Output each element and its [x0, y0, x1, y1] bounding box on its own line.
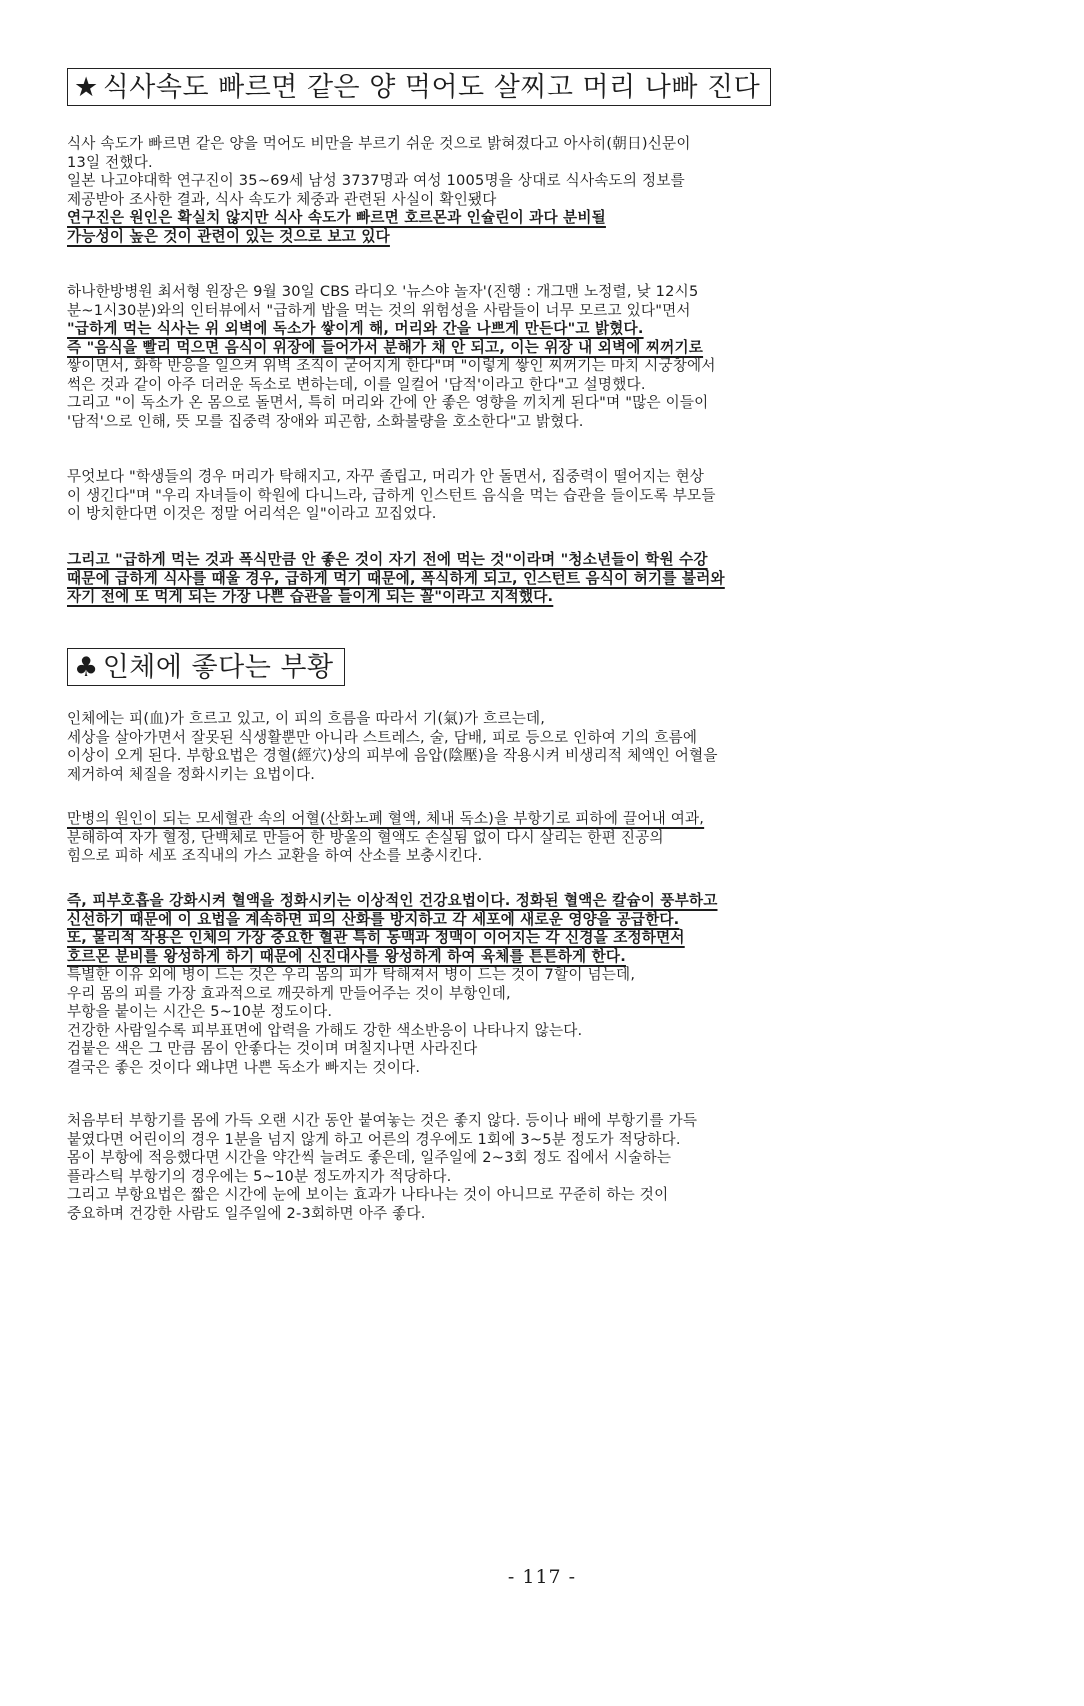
text-line-underlined: 또, 물리적 작용은 인체의 가장 중요한 혈관 특히 동맥과 정맥이 이어지는 각 신경을 조정하면서: [67, 929, 685, 946]
text-line: 13일 전했다.: [67, 153, 153, 171]
text-line: 일본 나고야대학 연구진이 35~69세 남성 3737명과 여성 1005명을 상대로 식사속도의 정보를: [67, 172, 685, 189]
text-line: 분~1시30분)와의 인터뷰에서 "급하게 밥을 먹는 것의 위험성을 사람들이 너무 모르고 있다"면서: [67, 301, 691, 319]
section2-paragraph-1: [67, 710, 967, 784]
section2-heading: [67, 648, 947, 686]
text-line: 힘으로 피하 세포 조직내의 가스 교환을 하여 산소를 보충시킨다.: [67, 847, 483, 864]
text-line-underlined: 신선하기 때문에 이 요법을 계속하면 피의 산화를 방지하고 각 세포에 새로운 영양을 공급한다.: [67, 910, 680, 928]
text-line: 이 생긴다"며 "우리 자녀들이 학원에 다니느라, 급하게 인스턴트 음식을 먹는 습관을 들이도록 부모들: [67, 486, 716, 504]
text-line: 분해하여 자가 혈정, 단백체로 만들어 한 방울의 혈액도 손실됨 없이 다시 살리는 한편 진공의: [67, 828, 664, 846]
text-line: 건강한 사람일수록 피부표면에 압력을 가해도 강한 색소반응이 나타나지 않는다.: [67, 1021, 583, 1039]
club-icon: ♣: [74, 652, 99, 683]
text-line-underlined: 때문에 급하게 식사를 때울 경우, 급하게 먹기 때문에, 폭식하게 되고, 인스턴트 음식이 허기를 불러와: [67, 569, 725, 587]
text-line: 부항을 붙이는 시간은 5~10분 정도이다.: [67, 1003, 333, 1020]
section2-title: 인체에 좋다는 부황: [102, 652, 334, 683]
text-line: 특별한 이유 외에 병이 드는 것은 우리 몸의 피가 탁해져서 병이 드는 것이 7할이 넘는데,: [67, 966, 636, 983]
section1-paragraph-2: [67, 283, 967, 431]
section2-paragraph-2: [67, 810, 967, 866]
text-line: 제거하여 체질을 정화시키는 요법이다.: [67, 765, 316, 783]
text-line-underlined: 만병의 원인이 되는 모세혈관 속의 어혈(산화노폐 혈액, 체내 독소)을 부항기로 피하에 끌어내 여과,: [67, 810, 705, 827]
text-line: 무엇보다 "학생들의 경우 머리가 탁해지고, 자꾸 졸립고, 머리가 안 돌면서, 집중력이 떨어지는 현상: [67, 468, 705, 485]
text-line: 결국은 좋은 것이다 왜냐면 나쁜 독소가 빠지는 것이다.: [67, 1058, 421, 1076]
section1-heading-box: [67, 68, 771, 106]
text-line-underlined: 즉 "음식을 빨리 먹으면 음식이 위장에 들어가서 분해가 채 안 되고, 이는 위장 내 외벽에 찌꺼기로: [67, 338, 704, 356]
text-line: 이 방치한다면 이것은 정말 어리석은 일"이라고 꼬집었다.: [67, 505, 437, 522]
section1-paragraph-3: [67, 468, 967, 524]
text-line: 제공받아 조사한 결과, 식사 속도가 체중과 관련된 사실이 확인됐다: [67, 190, 497, 208]
text-line: 처음부터 부항기를 몸에 가득 오랜 시간 동안 붙여놓는 것은 좋지 않다. 등이나 배에 부항기를 가득: [67, 1112, 698, 1129]
text-line: 중요하며 건강한 사람도 일주일에 2-3회하면 아주 좋다.: [67, 1204, 426, 1222]
text-line: 썩은 것과 같이 아주 더러운 독소로 변하는데, 이를 일컬어 '담적'이라고 한다"고 설명했다.: [67, 375, 646, 393]
text-line: 플라스틱 부항기의 경우에는 5~10분 정도까지가 적당하다.: [67, 1167, 452, 1185]
text-line-underlined: 자기 전에 또 먹게 되는 가장 나쁜 습관을 들이게 되는 꼴"이라고 지적했다.: [67, 588, 554, 605]
star-icon: ★: [74, 72, 99, 103]
text-line: 세상을 살아가면서 잘못된 식생활뿐만 아니라 스트레스, 술, 담배, 피로 등으로 인하여 기의 흐름에: [67, 728, 698, 746]
text-line-underlined: 호르몬 분비를 왕성하게 하기 때문에 신진대사를 왕성하게 하여 육체를 튼튼하게 한다.: [67, 947, 626, 965]
text-line-underlined: 연구진은 원인은 확실치 않지만 식사 속도가 빠르면 호르몬과 인슐린이 과다 분비될: [67, 209, 606, 226]
text-line: 이상이 오게 된다. 부항요법은 경혈(經穴)상의 피부에 음압(陰壓)을 작용시켜 비생리적 체액인 어혈을: [67, 747, 718, 764]
page-number: - 117 -: [507, 1566, 577, 1588]
section2-heading-box: [67, 648, 345, 686]
text-line: '담적'으로 인해, 뜻 모를 집중력 장애와 피곤함, 소화불량을 호소한다"고 밝혔다.: [67, 412, 584, 430]
section1-paragraph-4: [67, 551, 967, 607]
text-line-underlined: 가능성이 높은 것이 관련이 있는 것으로 보고 있다: [67, 227, 390, 245]
text-line: 인체에는 피(血)가 흐르고 있고, 이 피의 흐름을 따라서 기(氣)가 흐르는데,: [67, 710, 546, 727]
section1-heading: [67, 68, 947, 106]
section2-paragraph-4: [67, 1112, 967, 1223]
section1-title: 식사속도 빠르면 같은 양 먹어도 살찌고 머리 나빠 진다: [102, 72, 761, 103]
text-line: 검붙은 색은 그 만큼 몸이 안좋다는 것이며 며칠지나면 사라진다: [67, 1040, 478, 1057]
text-line: 식사 속도가 빠르면 같은 양을 먹어도 비만을 부르기 쉬운 것으로 밝혀졌다고 아사히(朝日)신문이: [67, 135, 691, 152]
text-line: 붙였다면 어린이의 경우 1분을 넘지 않게 하고 어른의 경우에도 1회에 3~5분 정도가 적당하다.: [67, 1130, 681, 1148]
text-line: 그리고 "이 독소가 온 몸으로 돌면서, 특히 머리와 간에 안 좋은 영향을 끼치게 된다"며 "많은 이들이: [67, 394, 709, 411]
section1-paragraph-1: [67, 135, 967, 246]
text-line: 몸이 부항에 적응했다면 시간을 약간씩 늘려도 좋은데, 일주일에 2~3회 정도 집에서 시술하는: [67, 1149, 672, 1166]
text-line: 그리고 부항요법은 짧은 시간에 눈에 보이는 효과가 나타나는 것이 아니므로 꾸준히 하는 것이: [67, 1186, 669, 1203]
text-line-underlined: 그리고 "급하게 먹는 것과 폭식만큼 안 좋은 것이 자기 전에 먹는 것"이라며 "청소년들이 학원 수강: [67, 551, 708, 568]
text-line-underlined: "급하게 먹는 식사는 위 외벽에 독소가 쌓이게 해, 머리와 간을 나쁘게 만든다"고 밝혔다.: [67, 320, 644, 337]
section2-paragraph-3: [67, 892, 967, 1077]
text-line: 우리 몸의 피를 가장 효과적으로 깨끗하게 만들어주는 것이 부항인데,: [67, 984, 511, 1002]
text-line: 쌓이면서, 화학 반응을 일으켜 위벽 조직이 굳어지게 한다"며 "이렇게 쌓인 찌꺼기는 마치 시궁창에서: [67, 357, 716, 374]
text-line: 하나한방병원 최서형 원장은 9월 30일 CBS 라디오 '뉴스야 놀자'(진행 : 개그맨 노정렬, 낮 12시5: [67, 283, 699, 300]
text-line-underlined: 즉, 피부호흡을 강화시켜 혈액을 정화시키는 이상적인 건강요법이다. 정화된 혈액은 칼슘이 풍부하고: [67, 892, 718, 909]
